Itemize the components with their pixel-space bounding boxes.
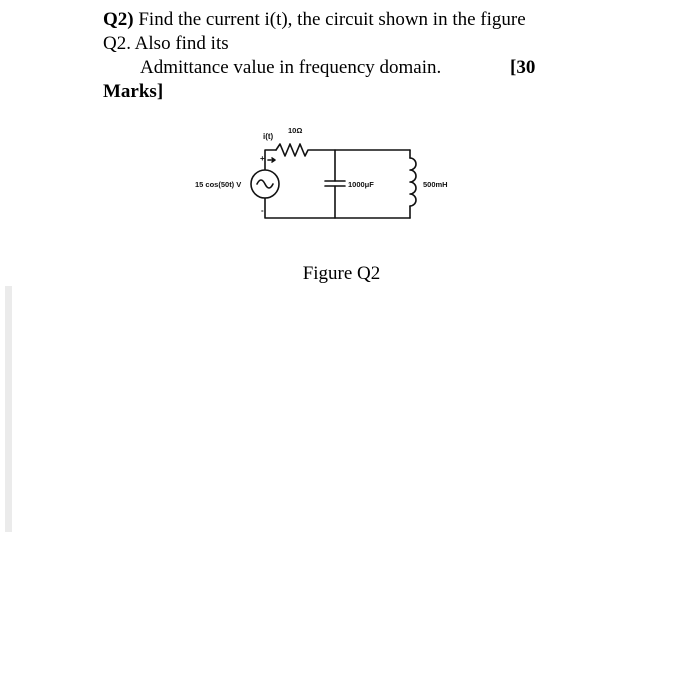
question-line-3 bbox=[103, 56, 573, 80]
minus-sign: - bbox=[261, 206, 264, 215]
marks-close: Marks] bbox=[103, 81, 164, 102]
resistor-label: 10Ω bbox=[288, 126, 303, 135]
question-line-3-text: Admittance value in frequency domain. bbox=[140, 57, 442, 78]
current-label: i(t) bbox=[263, 132, 274, 141]
circuit-diagram bbox=[190, 120, 450, 250]
capacitor-label: 1000μF bbox=[348, 180, 374, 189]
inductor-symbol bbox=[410, 158, 416, 206]
question-line-4 bbox=[103, 80, 573, 104]
question-number: Q2) bbox=[103, 9, 134, 30]
source-label: 15 cos(50t) V bbox=[195, 180, 242, 189]
figure-caption: Figure Q2 bbox=[302, 263, 381, 284]
question-line-2: Q2. Also find its bbox=[103, 33, 229, 54]
plus-sign: + bbox=[260, 154, 265, 163]
wire-source-bottom bbox=[265, 198, 410, 218]
marks-open: [30 bbox=[510, 57, 536, 78]
resistor-symbol bbox=[276, 144, 410, 156]
question-line-1 bbox=[103, 8, 573, 32]
question-text bbox=[103, 8, 573, 104]
question-line-1-text: Find the current i(t), the circuit shown in the figure bbox=[133, 9, 526, 30]
scroll-indicator bbox=[5, 286, 12, 532]
inductor-label: 500mH bbox=[423, 180, 448, 189]
